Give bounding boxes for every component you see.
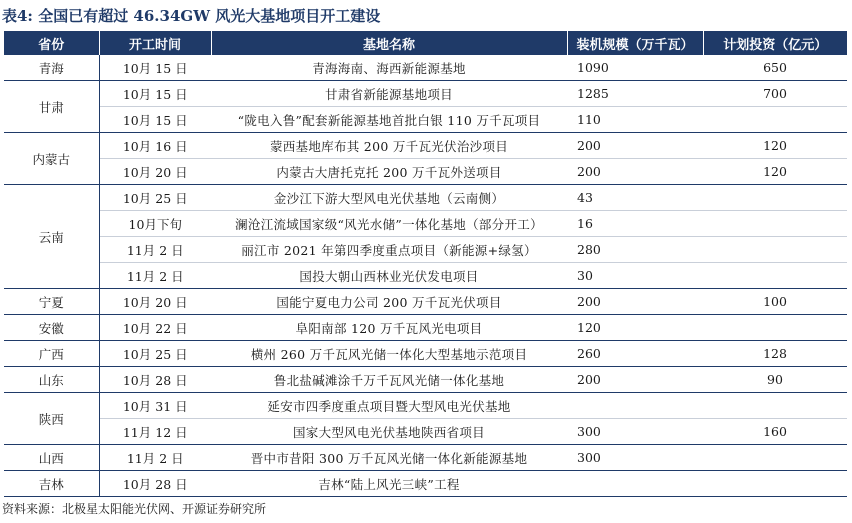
table-row	[4, 445, 847, 471]
capacity-cell: 43	[567, 185, 703, 211]
date-cell: 10月 22 日	[99, 315, 211, 341]
province-cell: 陕西	[4, 393, 99, 445]
capacity-cell: 30	[567, 263, 703, 289]
project-name-cell: 鲁北盐碱滩涂千万千瓦风光储一体化基地	[211, 367, 567, 393]
capacity-cell: 120	[567, 315, 703, 341]
capacity-cell: 200	[567, 159, 703, 185]
project-name-cell: 横州 260 万千瓦风光储一体化大型基地示范项目	[211, 341, 567, 367]
table-row	[4, 185, 847, 211]
project-name-cell: 金沙江下游大型风电光伏基地（云南侧）	[211, 185, 567, 211]
project-name-cell: 国能宁夏电力公司 200 万千瓦光伏项目	[211, 289, 567, 315]
investment-cell	[703, 445, 847, 471]
table-row	[4, 393, 847, 419]
investment-cell	[703, 107, 847, 133]
date-cell: 10月 15 日	[99, 55, 211, 81]
investment-cell	[703, 237, 847, 263]
project-name-cell: 澜沧江流域国家级“风光水储”一体化基地（部分开工）	[211, 211, 567, 237]
table-row	[4, 55, 847, 81]
project-name-cell: 国家大型风电光伏基地陕西省项目	[211, 419, 567, 445]
table-row	[4, 289, 847, 315]
investment-cell: 120	[703, 159, 847, 185]
table-row	[4, 341, 847, 367]
date-cell: 10月 15 日	[99, 107, 211, 133]
header-province: 省份	[4, 31, 99, 55]
investment-cell	[703, 185, 847, 211]
table-row	[4, 263, 847, 289]
table-row	[4, 133, 847, 159]
date-cell: 10月 28 日	[99, 471, 211, 497]
capacity-cell: 1285	[567, 81, 703, 107]
investment-cell: 650	[703, 55, 847, 81]
province-cell: 吉林	[4, 471, 99, 497]
table-row	[4, 107, 847, 133]
date-cell: 10月 16 日	[99, 133, 211, 159]
capacity-cell: 200	[567, 367, 703, 393]
date-cell: 10月 20 日	[99, 159, 211, 185]
table-row	[4, 367, 847, 393]
project-name-cell: 晋中市昔阳 300 万千瓦风光储一体化新能源基地	[211, 445, 567, 471]
province-cell: 山东	[4, 367, 99, 393]
capacity-cell: 200	[567, 133, 703, 159]
project-name-cell: “陇电入鲁”配套新能源基地首批白银 110 万千瓦项目	[211, 107, 567, 133]
investment-cell	[703, 211, 847, 237]
capacity-cell: 260	[567, 341, 703, 367]
table-body	[4, 55, 847, 497]
investment-cell	[703, 471, 847, 497]
capacity-cell: 16	[567, 211, 703, 237]
province-cell: 内蒙古	[4, 133, 99, 185]
table-title: 表4: 全国已有超过 46.34GW 风光大基地项目开工建设	[2, 7, 381, 25]
table-row	[4, 237, 847, 263]
investment-cell: 128	[703, 341, 847, 367]
table-row	[4, 81, 847, 107]
province-cell: 宁夏	[4, 289, 99, 315]
capacity-cell: 200	[567, 289, 703, 315]
date-cell: 11月 12 日	[99, 419, 211, 445]
investment-cell: 90	[703, 367, 847, 393]
table-row	[4, 471, 847, 497]
date-cell: 10月 15 日	[99, 81, 211, 107]
investment-cell	[703, 393, 847, 419]
project-name-cell: 丽江市 2021 年第四季度重点项目（新能源+绿氢）	[211, 237, 567, 263]
investment-cell: 700	[703, 81, 847, 107]
date-cell: 11月 2 日	[99, 263, 211, 289]
capacity-cell: 300	[567, 445, 703, 471]
capacity-cell	[567, 393, 703, 419]
investment-cell	[703, 263, 847, 289]
project-name-cell: 国投大朝山西林业光伏发电项目	[211, 263, 567, 289]
project-name-cell: 延安市四季度重点项目暨大型风电光伏基地	[211, 393, 567, 419]
capacity-cell: 280	[567, 237, 703, 263]
province-cell: 甘肃	[4, 81, 99, 133]
date-cell: 10月 25 日	[99, 341, 211, 367]
capacity-cell: 300	[567, 419, 703, 445]
investment-cell: 120	[703, 133, 847, 159]
project-name-cell: 内蒙古大唐托克托 200 万千瓦外送项目	[211, 159, 567, 185]
project-name-cell: 蒙西基地库布其 200 万千瓦光伏治沙项目	[211, 133, 567, 159]
date-cell: 10月 28 日	[99, 367, 211, 393]
project-name-cell: 阜阳南部 120 万千瓦风光电项目	[211, 315, 567, 341]
table-row	[4, 211, 847, 237]
table-row	[4, 315, 847, 341]
date-cell: 10月 31 日	[99, 393, 211, 419]
investment-cell: 160	[703, 419, 847, 445]
investment-cell: 100	[703, 289, 847, 315]
table-row	[4, 419, 847, 445]
investment-cell	[703, 315, 847, 341]
date-cell: 10月下旬	[99, 211, 211, 237]
table-row	[4, 159, 847, 185]
project-name-cell: 吉林“陆上风光三峡”工程	[211, 471, 567, 497]
date-cell: 10月 20 日	[99, 289, 211, 315]
province-cell: 广西	[4, 341, 99, 367]
capacity-cell: 110	[567, 107, 703, 133]
header-name: 基地名称	[211, 31, 567, 55]
header-capacity: 装机规模（万千瓦）	[567, 31, 703, 55]
province-cell: 云南	[4, 185, 99, 289]
province-cell: 安徽	[4, 315, 99, 341]
capacity-cell: 1090	[567, 55, 703, 81]
project-name-cell: 青海海南、海西新能源基地	[211, 55, 567, 81]
province-cell: 山西	[4, 445, 99, 471]
province-cell: 青海	[4, 55, 99, 81]
date-cell: 11月 2 日	[99, 237, 211, 263]
source-note: 资料来源：北极星太阳能光伏网、开源证券研究所	[2, 502, 267, 516]
table-header-row	[4, 31, 847, 55]
capacity-cell	[567, 471, 703, 497]
header-investment: 计划投资（亿元）	[703, 31, 847, 55]
date-cell: 10月 25 日	[99, 185, 211, 211]
date-cell: 11月 2 日	[99, 445, 211, 471]
projects-table	[4, 31, 847, 497]
header-date: 开工时间	[99, 31, 211, 55]
project-name-cell: 甘肃省新能源基地项目	[211, 81, 567, 107]
